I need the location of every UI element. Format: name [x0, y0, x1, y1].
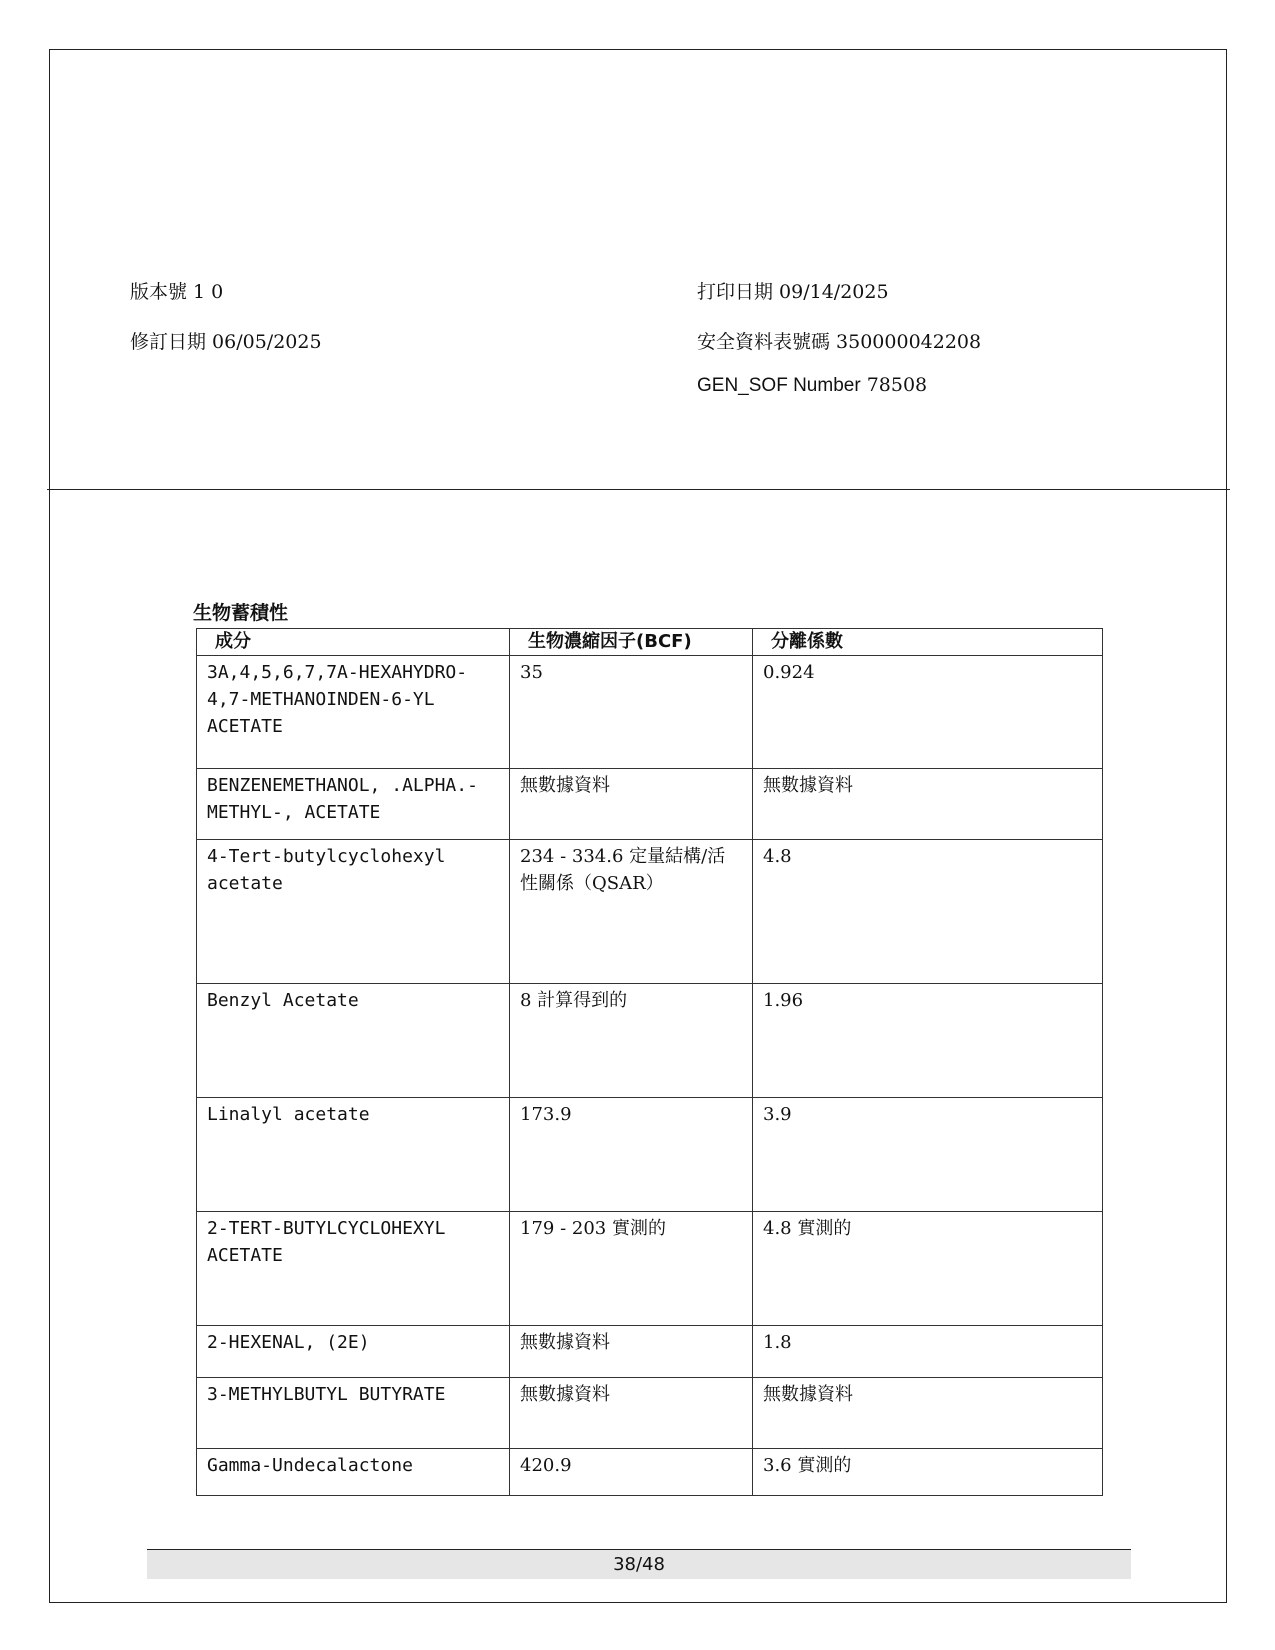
- cell-component: 2-TERT-BUTYLCYCLOHEXYL ACETATE: [197, 1212, 510, 1326]
- cell-partition: 無數據資料: [753, 769, 1103, 840]
- cell-component: 4-Tert-butylcyclohexyl acetate: [197, 840, 510, 984]
- version-number: 版本號 1 0: [130, 281, 224, 303]
- column-header-bcf: 生物濃縮因子(BCF): [510, 629, 753, 656]
- cell-partition: 1.96: [753, 984, 1103, 1098]
- table-row: [197, 1098, 1103, 1212]
- table-row: [197, 1378, 1103, 1449]
- cell-bcf: 35: [510, 656, 753, 769]
- table-row: [197, 1212, 1103, 1326]
- cell-bcf: 234 - 334.6 定量結構/活性關係（QSAR）: [510, 840, 753, 984]
- cell-partition: 3.9: [753, 1098, 1103, 1212]
- revision-date: 修訂日期 06/05/2025: [130, 331, 322, 353]
- cell-partition: 3.6 實測的: [753, 1449, 1103, 1496]
- table-row: [197, 984, 1103, 1098]
- column-header-component: 成分: [197, 629, 510, 656]
- cell-component: Gamma-Undecalactone: [197, 1449, 510, 1496]
- cell-component: 3A,4,5,6,7,7A-HEXAHYDRO-4,7-METHANOINDEN-6-YL ACETATE: [197, 656, 510, 769]
- table-row: [197, 1449, 1103, 1496]
- cell-component: BENZENEMETHANOL, .ALPHA.-METHYL-, ACETATE: [197, 769, 510, 840]
- cell-component: Linalyl acetate: [197, 1098, 510, 1212]
- cell-bcf: 8 計算得到的: [510, 984, 753, 1098]
- cell-bcf: 無數據資料: [510, 1378, 753, 1449]
- cell-bcf: 173.9: [510, 1098, 753, 1212]
- cell-partition: 4.8 實測的: [753, 1212, 1103, 1326]
- table-row: [197, 1326, 1103, 1378]
- gen-sof-value: 78508: [866, 374, 928, 396]
- cell-partition: 4.8: [753, 840, 1103, 984]
- column-header-partition: 分離係數: [753, 629, 1103, 656]
- cell-bcf: 179 - 203 實測的: [510, 1212, 753, 1326]
- gen-sof-label: GEN_SOF Number: [697, 375, 861, 396]
- table-row: [197, 840, 1103, 984]
- cell-component: Benzyl Acetate: [197, 984, 510, 1098]
- table-row: [197, 769, 1103, 840]
- bioaccumulation-table: [196, 628, 1103, 1496]
- print-date: 打印日期 09/14/2025: [697, 281, 889, 303]
- cell-bcf: 420.9: [510, 1449, 753, 1496]
- cell-component: 2-HEXENAL, (2E): [197, 1326, 510, 1378]
- sds-number: 安全資料表號碼 350000042208: [697, 331, 982, 353]
- header-divider: [47, 489, 1230, 490]
- page-number: 38/48: [147, 1549, 1131, 1579]
- gen-sof-number: [697, 373, 927, 398]
- table-header-row: [197, 629, 1103, 656]
- cell-bcf: 無數據資料: [510, 769, 753, 840]
- cell-partition: 無數據資料: [753, 1378, 1103, 1449]
- cell-component: 3-METHYLBUTYL BUTYRATE: [197, 1378, 510, 1449]
- section-title: 生物蓄積性: [193, 602, 289, 624]
- table-row: [197, 656, 1103, 769]
- cell-partition: 0.924: [753, 656, 1103, 769]
- cell-bcf: 無數據資料: [510, 1326, 753, 1378]
- cell-partition: 1.8: [753, 1326, 1103, 1378]
